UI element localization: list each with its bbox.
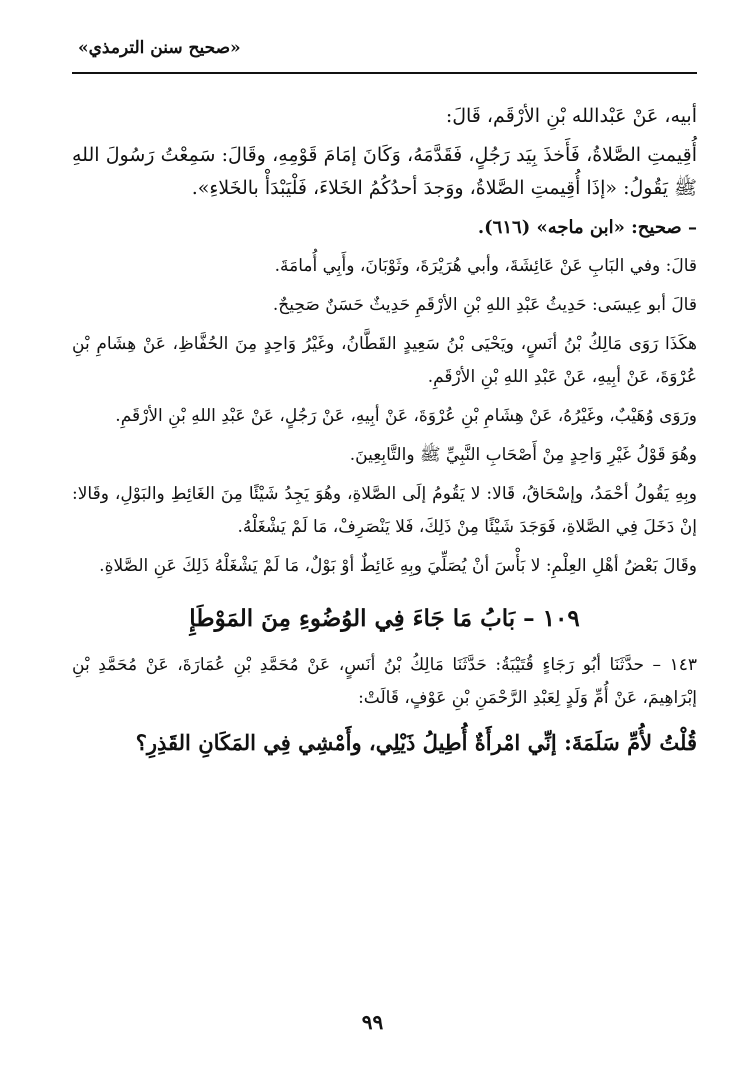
running-header: «صحيح سنن الترمذي» <box>78 38 241 58</box>
hadith-matn: قُلْتُ لأُمِّ سَلَمَةَ: إنِّي امْرأَةٌ أُطِيلُ ذَيْلِي، وأَمْشِي فِي المَكَانِ القَذِرِ؟ <box>135 730 697 755</box>
chapter-heading: ١٠٩ – بَابُ مَا جَاءَ فِي الوُضُوءِ مِنَ المَوْطَإِ <box>189 605 580 632</box>
paragraph-grading: – صحيح: «ابن ماجه» (٦١٦). <box>477 217 697 238</box>
body-text <box>72 100 697 769</box>
paragraph-chain-end: أبيه، عَنْ عَبْدالله بْنِ الأرْقَم، قَالَ: <box>445 105 697 127</box>
paragraph-scholars-view: وهُوَ قَوْلُ غَيْرِ وَاحِدٍ مِنْ أَصْحَابِ النَّبِيِّ ﷺ والتَّابِعِينَ. <box>349 445 697 465</box>
paragraph-other-scholars: وقَالَ بَعْضُ أهْلِ العِلْمِ: لا بَأْسَ أنْ يُصَلِّيَ وبِهِ غَائِطٌ أوْ بَوْلٌ، مَا لَمْ يَشْغَلْهُ ذَلِكَ عَنِ الصَّلاةِ. <box>99 556 697 576</box>
paragraph-ahmad-ishaq: وبِهِ يَقُولُ أحْمَدُ، وإسْحَاقُ، قَالا: لا يَقُومُ إلَى الصَّلاةِ، وهُوَ يَجِدُ شَيْئًا مِنَ الغَائِطِ والبَوْلِ، وقَالا: إنْ دَخَلَ فِي الصَّلاةِ، فَوَجَدَ شَيْئًا مِنْ ذَلِكَ، فَلا يَنْصَرِفْ، مَا لَمْ يَشْغَلْهُ. <box>72 484 697 537</box>
header-rule <box>72 72 697 74</box>
paragraph-abu-isa-comment: قالَ أبو عِيسَى: حَدِيثُ عَبْدِ اللهِ بْنِ الأرْقَمِ حَدِيثٌ حَسَنٌ صَحِيحٌ. <box>272 295 697 315</box>
paragraph-hadith-text: أُقِيمتِ الصَّلاةُ، فَأَخذَ بِيَد رَجُلٍ، فَقَدَّمَهُ، وَكَانَ إمَامَ قَوْمِهِ، وقَالَ: سَمِعْتُ رَسُولَ اللهِ ﷺ يَقُولُ: «إذَا أُقِيمتِ الصَّلاةُ، ووَجدَ أحدُكُمُ الخَلاءَ، فَلْيَبْدَأْ بالخَلاءِ». <box>72 144 697 199</box>
page-number: ٩٩ <box>361 1010 384 1034</box>
paragraph-chapter-note: قالَ: وفي البَابِ عَنْ عَائِشَةَ، وأبي هُرَيْرَةَ، وثَوْبَانَ، وأَبِي أُمامَةَ. <box>274 256 697 276</box>
paragraph-alternate-narration: ورَوَى وُهَيْبٌ، وغَيْرُهُ، عَنْ هِشَامِ بْنِ عُرْوَةَ، عَنْ أبِيهِ، عَنْ رَجُلٍ، عَنْ عَبْدِ اللهِ بْنِ الأرْقَمِ. <box>115 406 697 426</box>
paragraph-narration-path: هكَذَا رَوَى مَالِكُ بْنُ أنَسٍ، ويَحْيَى بْنُ سَعِيدٍ القَطَّانُ، وغَيْرُ وَاحِدٍ مِنَ الحُفَّاظِ، عَنْ هِشَامِ بْنِ عُرْوَةَ، عَنْ أبِيهِ، عَنْ عَبْدِ اللهِ بْنِ الأرْقَمِ. <box>72 334 697 387</box>
hadith-chain: ١٤٣ – حدَّثَنَا أبُو رَجَاءٍ قُتَيْبَةُ: حَدَّثَنَا مَالِكُ بْنُ أنَسٍ، عَنْ مُحَمَّدِ بْنِ عُمَارَةَ، عَنْ مُحَمَّدِ بْنِ إبْرَاهِيمَ، عَنْ أُمِّ وَلَدٍ لِعَبْدِ الرَّحْمَنِ بْنِ عَوْفٍ، قَالَتْ: <box>72 655 697 708</box>
